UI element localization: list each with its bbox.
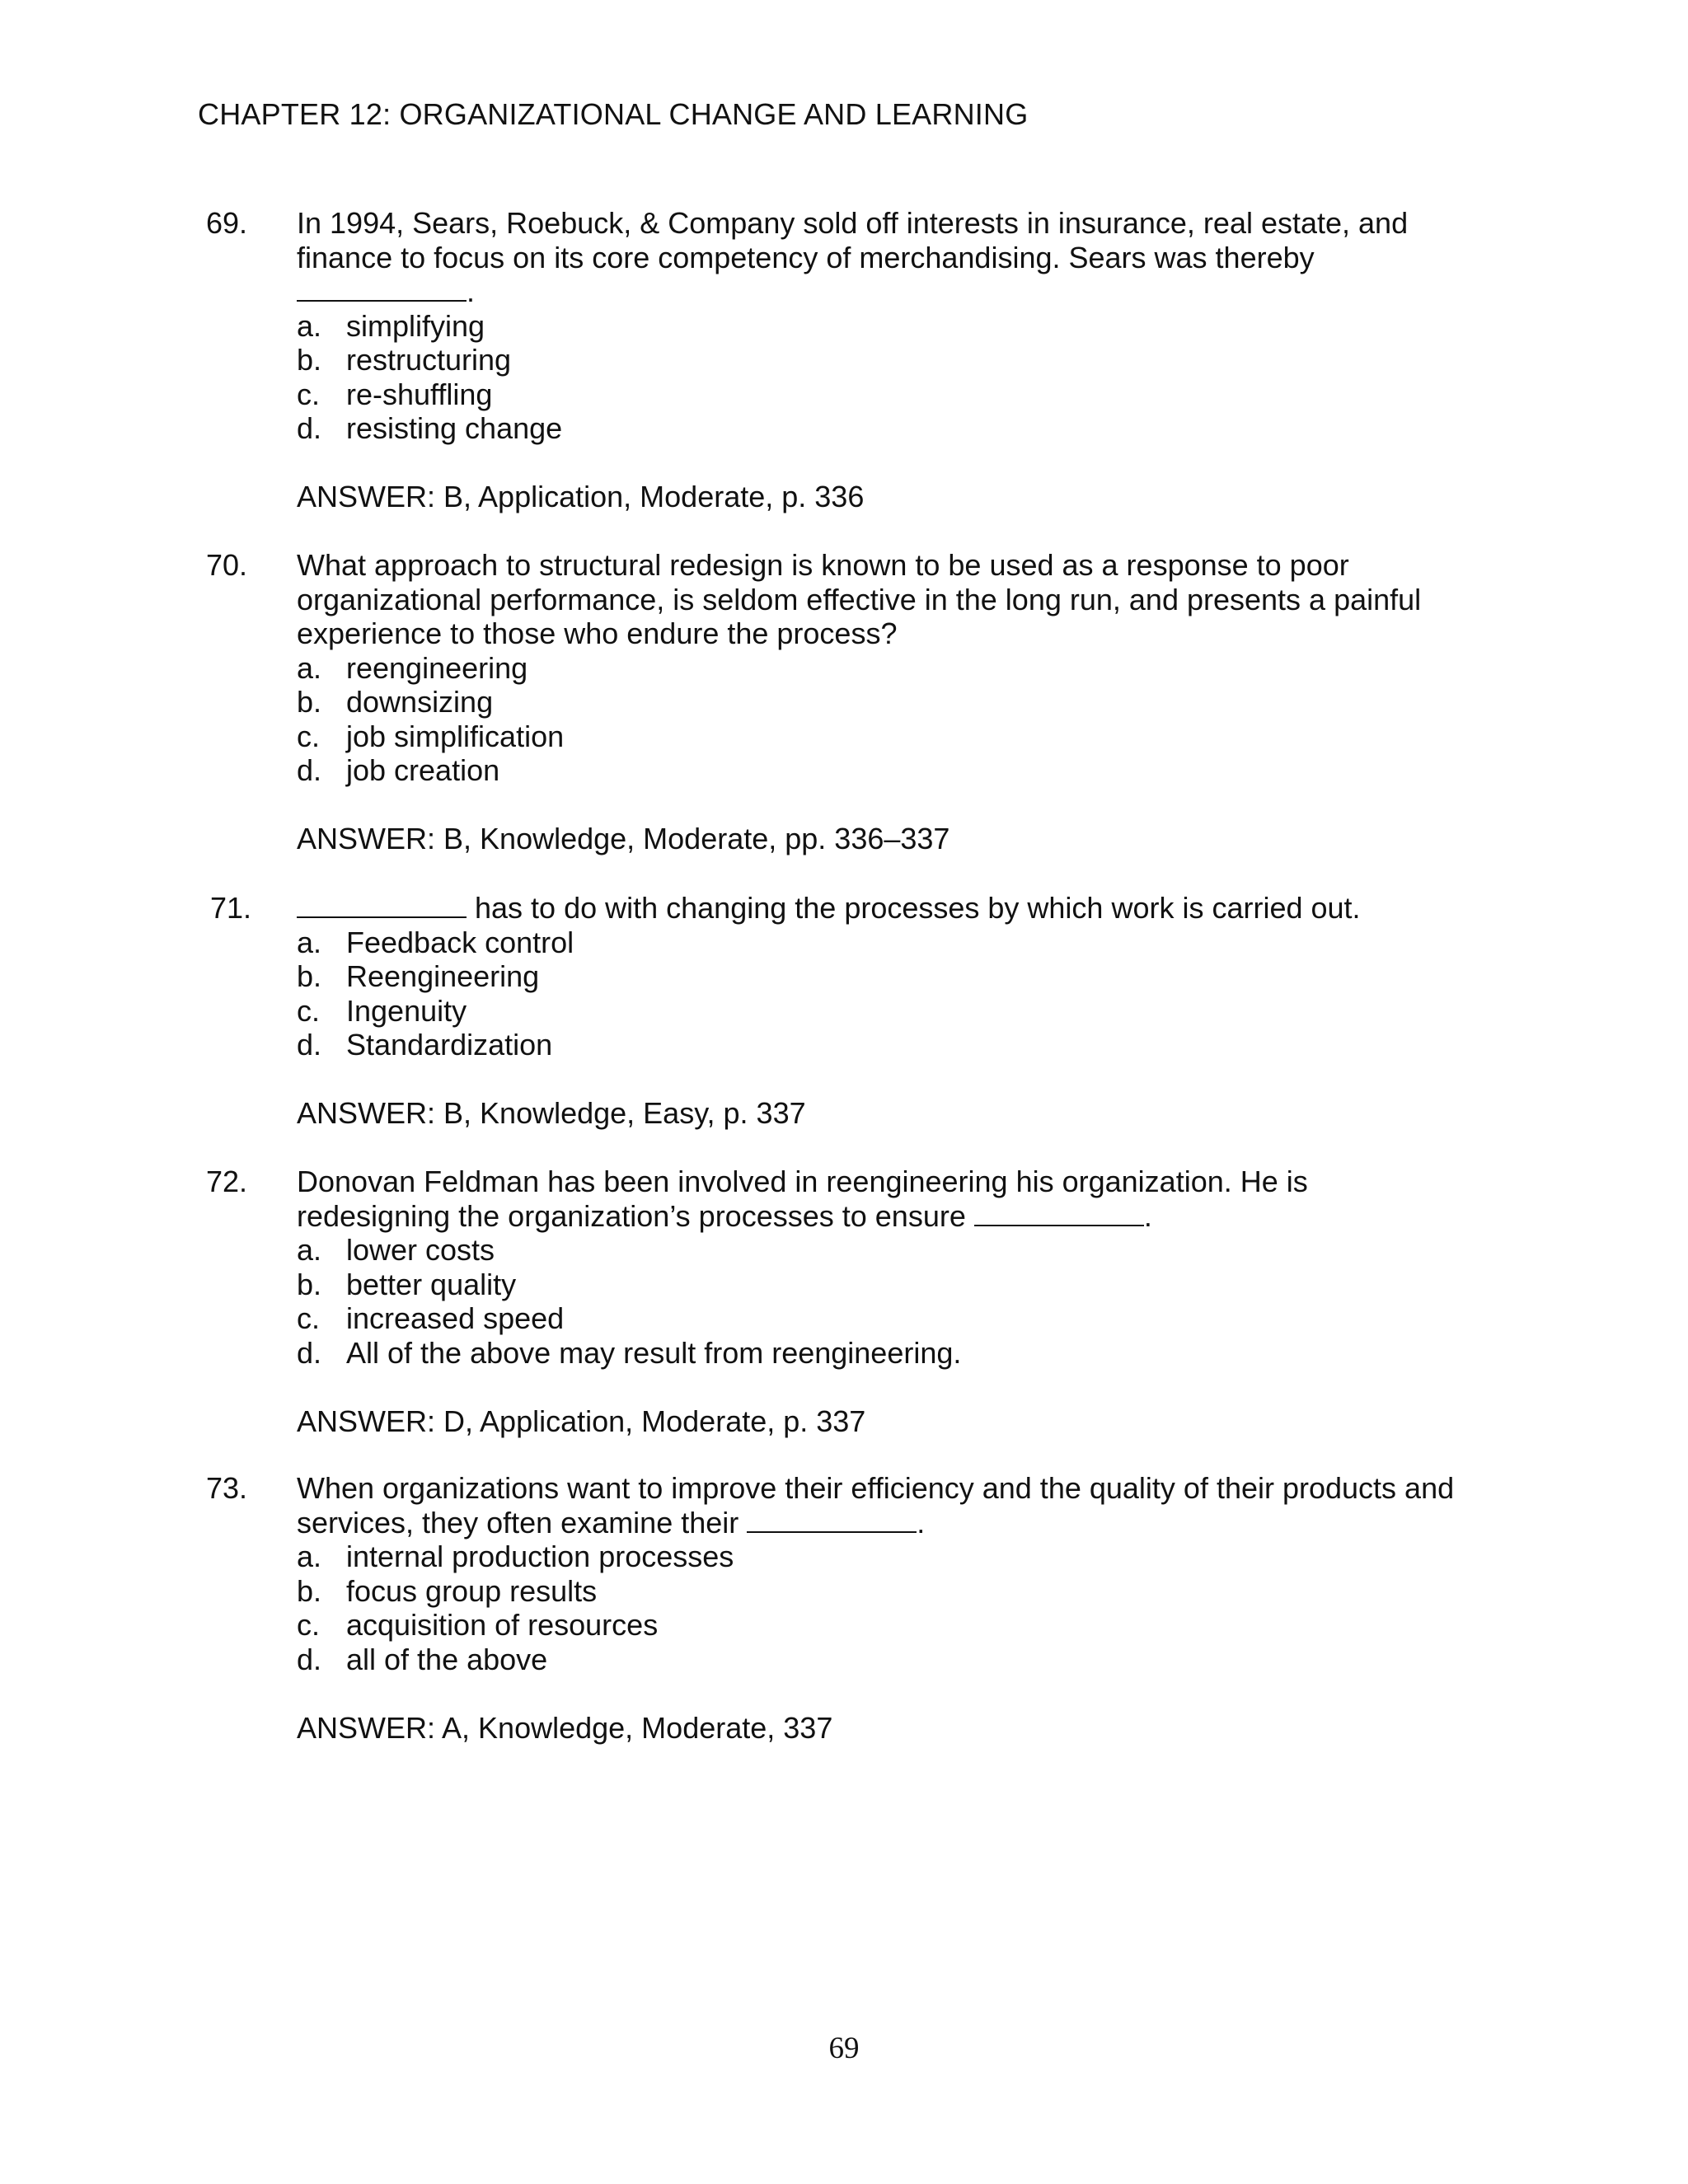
- answer-option: [297, 309, 1508, 344]
- question-body: [297, 1471, 1508, 1745]
- answer-key: ANSWER: B, Knowledge, Easy, p. 337: [297, 1096, 806, 1130]
- answer-option: [297, 651, 1508, 686]
- option-letter: a.: [297, 1233, 322, 1267]
- option-text: Reengineering: [346, 959, 540, 993]
- stem-tail: .: [1143, 1198, 1152, 1233]
- option-letter: c.: [297, 1608, 321, 1642]
- option-text: focus group results: [346, 1573, 598, 1608]
- option-letter: b.: [297, 1573, 322, 1608]
- stem-tail: .: [467, 274, 476, 308]
- question-stem-line: When organizations want to improve their efficiency and the quality of their products and: [297, 1471, 1455, 1505]
- option-text: internal production processes: [346, 1540, 734, 1573]
- question-body: [297, 891, 1508, 1131]
- answer-option: [297, 1268, 1508, 1302]
- answer-option: [297, 1643, 1508, 1677]
- option-text: lower costs: [346, 1233, 495, 1267]
- answer-option: [297, 994, 1508, 1029]
- question-body: [297, 548, 1508, 856]
- question-stem-line: [297, 891, 1508, 926]
- option-letter: d.: [297, 753, 322, 787]
- answer-option: [297, 959, 1508, 994]
- answer-option: [297, 1608, 1508, 1643]
- option-letter: a.: [297, 650, 322, 685]
- option-text: Ingenuity: [346, 993, 467, 1028]
- answer-key: ANSWER: A, Knowledge, Moderate, 337: [297, 1710, 833, 1745]
- answer-option: [297, 1574, 1508, 1609]
- option-text: Feedback control: [346, 925, 574, 959]
- option-letter: c.: [297, 993, 321, 1028]
- chapter-header: CHAPTER 12: ORGANIZATIONAL CHANGE AND LEARNING: [198, 97, 1029, 131]
- stem-text: has to do with changing the processes by which work is carried out.: [467, 891, 1361, 925]
- option-text: job creation: [346, 753, 500, 787]
- option-letter: c.: [297, 377, 321, 411]
- option-letter: d.: [297, 1642, 322, 1676]
- option-letter: c.: [297, 1301, 321, 1335]
- stem-text: services, they often examine their: [297, 1505, 748, 1540]
- answer-option: [297, 685, 1508, 719]
- answer-option: [297, 1540, 1508, 1574]
- option-letter: d.: [297, 1028, 322, 1062]
- option-text: resisting change: [346, 411, 563, 445]
- option-text: better quality: [346, 1267, 517, 1301]
- option-text: downsizing: [346, 685, 494, 719]
- option-text: acquisition of resources: [346, 1608, 659, 1642]
- answer-key: ANSWER: B, Application, Moderate, p. 336: [297, 480, 865, 513]
- stem-text: redesigning the organization’s processes to ensure: [297, 1198, 974, 1233]
- option-letter: a.: [297, 1540, 322, 1573]
- question-stem-line: What approach to structural redesign is known to be used as a response to poor: [297, 548, 1349, 582]
- option-letter: b.: [297, 959, 322, 993]
- answer-option: [297, 753, 1508, 788]
- question-number: 73.: [206, 1471, 248, 1505]
- answer-key: ANSWER: B, Knowledge, Moderate, pp. 336–337: [297, 822, 950, 855]
- question-number: 71.: [210, 891, 252, 925]
- answer-option: [297, 343, 1508, 377]
- answer-blank: [297, 892, 467, 918]
- answer-blank: [297, 275, 467, 302]
- answer-key: ANSWER: D, Application, Moderate, p. 337: [297, 1404, 866, 1438]
- answer-blank: [747, 1507, 917, 1533]
- option-text: all of the above: [346, 1642, 548, 1676]
- answer-option: [297, 1233, 1508, 1268]
- question-body: [297, 206, 1508, 514]
- answer-option: [297, 1301, 1508, 1336]
- question-stem-line: finance to focus on its core competency of merchandising. Sears was thereby: [297, 240, 1315, 274]
- question-number: 69.: [206, 206, 248, 240]
- stem-tail: .: [917, 1505, 926, 1540]
- option-letter: b.: [297, 1267, 322, 1301]
- option-letter: d.: [297, 1335, 322, 1370]
- answer-option: [297, 377, 1508, 412]
- option-letter: d.: [297, 411, 322, 445]
- question-body: [297, 1165, 1508, 1438]
- option-text: reengineering: [346, 650, 528, 685]
- answer-option: [297, 719, 1508, 754]
- option-text: All of the above may result from reengineering.: [346, 1335, 962, 1370]
- question-stem-line: In 1994, Sears, Roebuck, & Company sold off interests in insurance, real estate, and: [297, 206, 1409, 240]
- option-letter: b.: [297, 343, 322, 377]
- option-text: Standardization: [346, 1028, 553, 1062]
- answer-option: [297, 1336, 1508, 1371]
- question-stem-line: experience to those who endure the process?: [297, 616, 898, 650]
- question-stem-line: organizational performance, is seldom effective in the long run, and presents a painful: [297, 582, 1422, 616]
- option-text: restructuring: [346, 343, 512, 377]
- answer-option: [297, 1028, 1508, 1062]
- question-number: 70.: [206, 548, 248, 582]
- option-letter: c.: [297, 719, 321, 753]
- option-letter: a.: [297, 308, 322, 343]
- question-stem-line: Donovan Feldman has been involved in reengineering his organization. He is: [297, 1165, 1308, 1198]
- answer-option: [297, 926, 1508, 960]
- option-text: increased speed: [346, 1301, 565, 1335]
- option-letter: b.: [297, 685, 322, 719]
- option-text: job simplification: [346, 719, 565, 753]
- question-stem-line: [297, 1506, 1508, 1540]
- option-letter: a.: [297, 925, 322, 959]
- option-text: simplifying: [346, 308, 485, 343]
- question-number: 72.: [206, 1165, 248, 1198]
- answer-option: [297, 411, 1508, 446]
- question-stem-line: [297, 274, 1508, 309]
- answer-blank: [974, 1200, 1144, 1226]
- option-text: re-shuffling: [346, 377, 493, 411]
- page-number: 69: [828, 2032, 860, 2065]
- question-stem-line: [297, 1199, 1508, 1234]
